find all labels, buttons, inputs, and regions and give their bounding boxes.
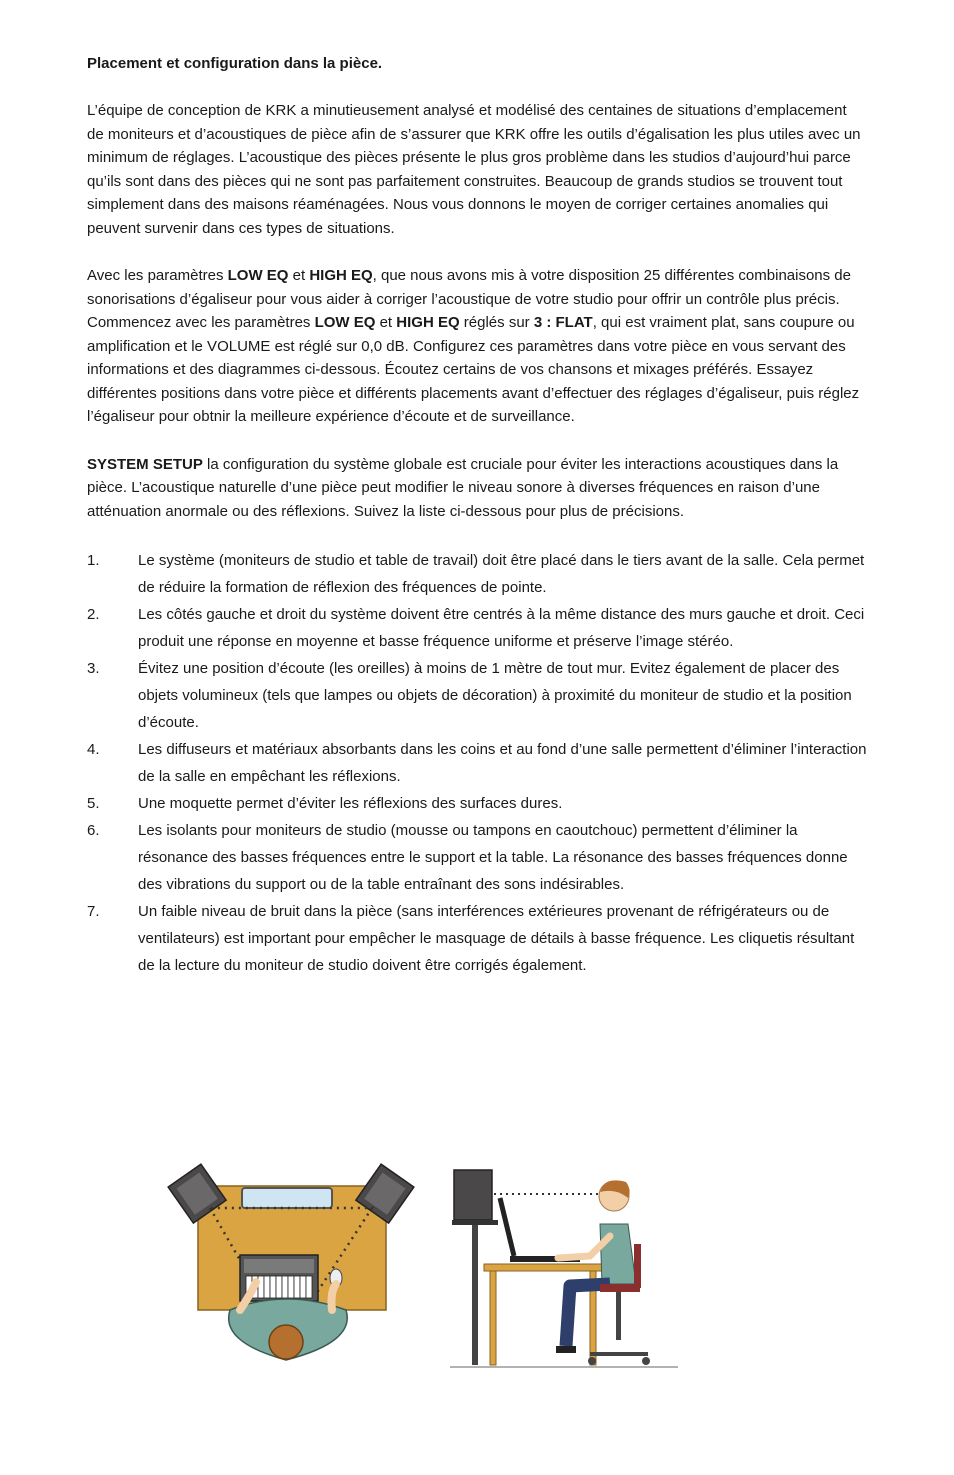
- list-item: 3. Évitez une position d’écoute (les oreilles) à moins de 1 mètre de tout mur. Evitez également de placer des objets volumineux (tels que lampes ou objets de décoration) à proximité du moniteur de studio et la position d’écoute.: [87, 660, 852, 731]
- computer-screen-side: [500, 1198, 514, 1256]
- low-eq-term: LOW EQ: [314, 314, 376, 331]
- high-eq-term: HIGH EQ: [309, 267, 373, 284]
- high-eq-term: HIGH EQ: [396, 314, 460, 331]
- top-view-setup-illustration: [160, 1160, 420, 1370]
- illustrations: [160, 1160, 680, 1370]
- list-item: 1. Le système (moniteurs de studio et table de travail) doit être placé dans le tiers avant de la salle. Cela permet de réduire la formation de réflexion des fréquences de pointe.: [87, 552, 865, 596]
- desk-side-view: [484, 1264, 602, 1271]
- list-item: 2. Les côtés gauche et droit du système doivent être centrés à la même distance des murs gauche et droit. Ceci produit une réponse en moyenne et basse fréquence uniforme et préserve l’image stéréo.: [87, 606, 865, 650]
- list-item: 4. Les diffuseurs et matériaux absorbants dans les coins et au fond d’une salle permettent d’éliminer l’interaction de la salle en empêchant les réflexions.: [87, 741, 867, 785]
- monitor-speaker-side: [454, 1170, 492, 1220]
- system-setup-term: SYSTEM SETUP: [87, 455, 203, 473]
- intro-paragraph: L’équipe de conception de KRK a minutieusement analysé et modélisé des centaines de situations d’emplacement de moniteurs et d’acoustiques de pièce afin de s’assurer que KRK offre les outils d’égalisation les plus utiles avec un minimum de réglages. L’acoustique des pièces présente le plus gros problème dans les studios d’aujourd’hui parce qu’ils sont dans des pièces qui ne sont pas parfaitement construites. Beaucoup de grands studios se trouvent tout simplement dans des maisons réaménagées. Nous vous donnons le moyen de corriger certaines anomalies qui peuvent survenir dans ces types de situations.: [87, 102, 861, 237]
- list-item: 5. Une moquette permet d’éviter les réflexions des surfaces dures.: [87, 795, 563, 812]
- eq-paragraph: Avec les paramètres LOW EQ et HIGH EQ, que nous avons mis à votre disposition 25 différentes combinaisons de sonorisations d’égaliseur pour vous aider à corriger l’acoustique de votre studio pour offrir un contrôle plus précis. Commencez avec les paramètres LOW EQ et HIGH EQ réglés sur 3 : FLAT, qui est vraiment plat, sans coupure ou amplification et le VOLUME est réglé sur 0,0 dB. Configurez ces paramètres dans votre pièce en vous servant des informations et des diagrammes ci-dessous. Écoutez certains de vos chansons et mixages préférés. Essayez différentes positions dans votre pièce et différents placements avant d’effectuer des réglages d’égaliseur, puis réglez l’égaliseur pour obtnir la meilleure expérience d’écoute et de surveillance.: [87, 267, 860, 425]
- system-setup-paragraph: SYSTEM SETUP la configuration du système globale est cruciale pour éviter les interactions acoustiques dans la pièce. L’acoustique naturelle d’une pièce peut modifier le niveau sonore à diverses fréquences en raison d’une atténuation anormale ou des réflexions. Suivez la liste ci-dessous pour plus de précisions.: [87, 455, 839, 520]
- section-heading: Placement et configuration dans la pièce.: [87, 55, 383, 72]
- computer-screen: [242, 1188, 332, 1208]
- list-item: 7. Un faible niveau de bruit dans la pièce (sans interférences extérieures provenant de réfrigérateurs ou de ventilateurs) est important pour empêcher le masquage de détails à basse fréquence. Les cliquetis résultant de la lecture du moniteur de studio doivent être corrigés également.: [87, 903, 855, 974]
- low-eq-term: LOW EQ: [227, 267, 289, 284]
- list-item: 6. Les isolants pour moniteurs de studio (mousse ou tampons en caoutchouc) permettent d’éliminer la résonance des basses fréquences entre le support et la table. La résonance des basses fréquences donne des vibrations du support ou de la table entraînant des sons indésirables.: [87, 822, 848, 893]
- side-view-setup-illustration: [450, 1164, 680, 1370]
- person-legs: [566, 1284, 610, 1346]
- person-head: [269, 1325, 303, 1359]
- flat-setting-term: 3 : FLAT: [533, 314, 593, 331]
- setup-steps-list: [87, 547, 867, 979]
- document-page: [87, 52, 867, 979]
- person-torso: [600, 1224, 636, 1284]
